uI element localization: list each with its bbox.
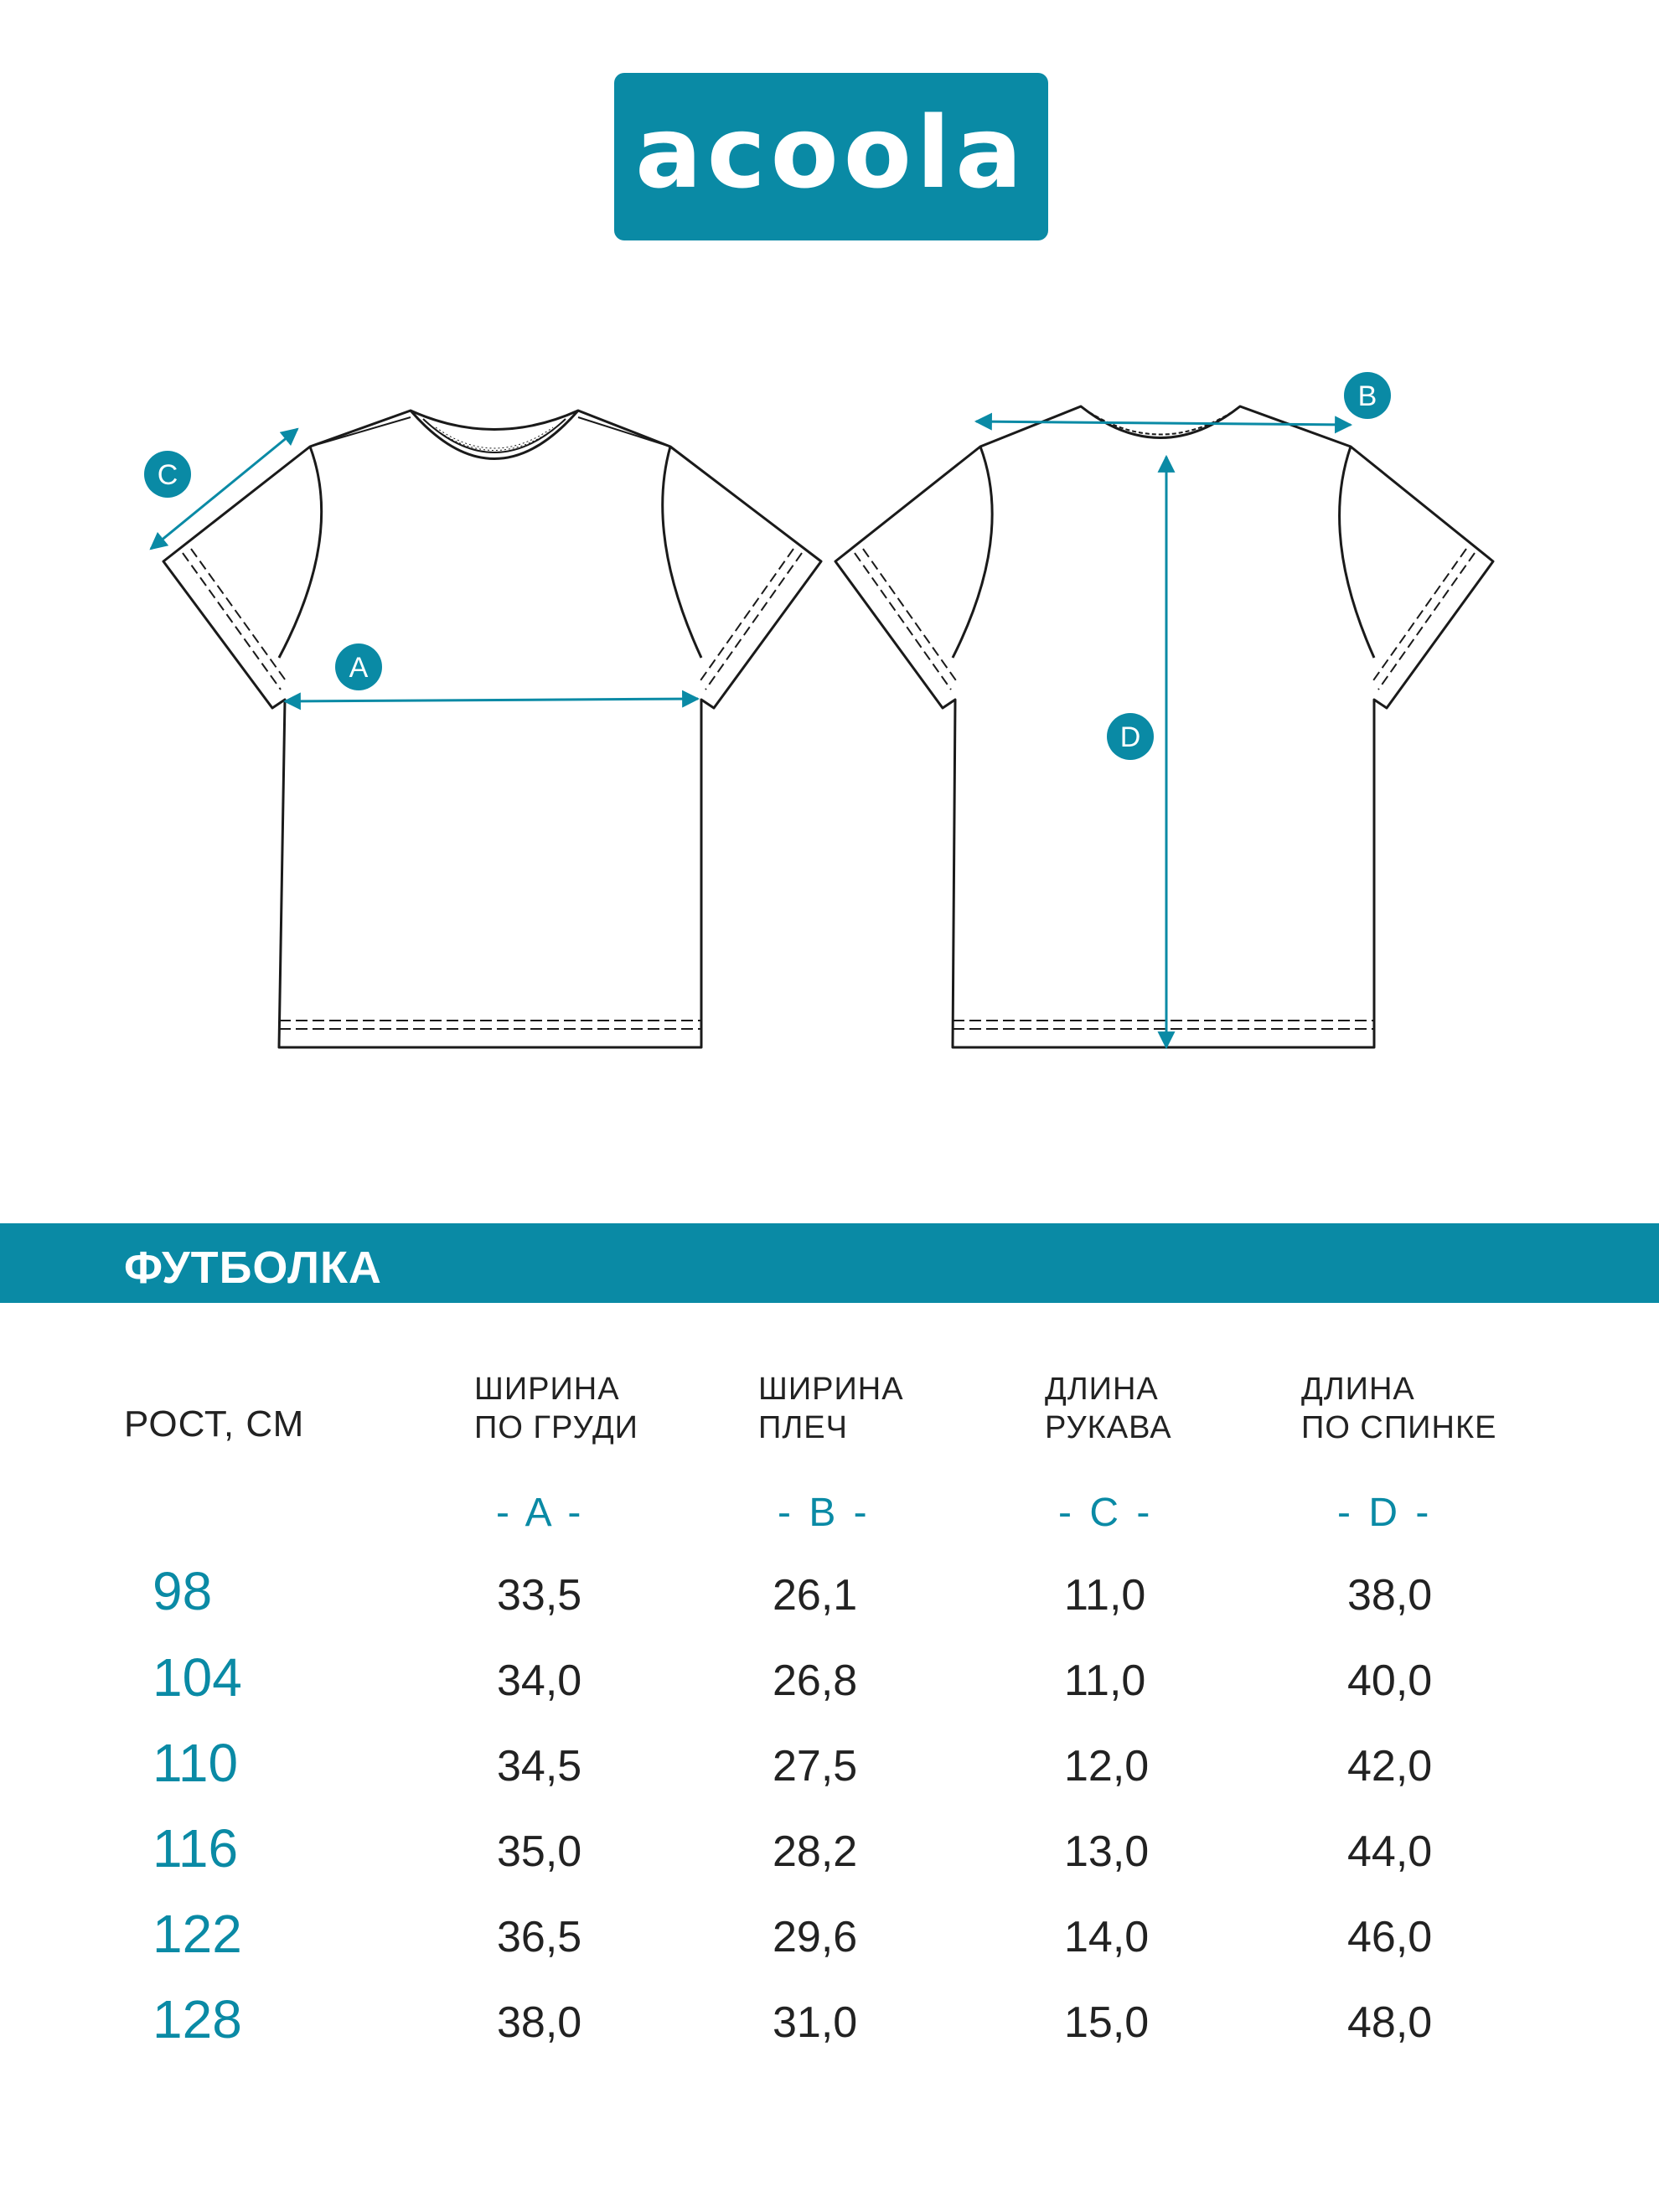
row-value-b: 26,1 [773, 1571, 858, 1620]
row-value-d: 44,0 [1347, 1827, 1433, 1876]
row-value-b: 26,8 [773, 1656, 858, 1705]
label-a [335, 643, 382, 690]
column-code-c: - C - [1058, 1491, 1154, 1535]
height-header: РОСТ, СМ [124, 1403, 305, 1445]
row-size: 116 [152, 1818, 239, 1879]
column-code-d: - D - [1337, 1491, 1433, 1535]
row-value-a: 34,5 [497, 1742, 582, 1791]
row-value-b: 29,6 [773, 1913, 858, 1961]
column-code-b: - B - [778, 1491, 871, 1535]
row-value-d: 38,0 [1347, 1571, 1433, 1620]
row-value-b: 27,5 [773, 1742, 858, 1791]
column-c-line1: ДЛИНА [1045, 1372, 1159, 1407]
column-d-line1: ДЛИНА [1301, 1372, 1415, 1407]
row-size: 110 [152, 1733, 239, 1793]
row-value-b: 31,0 [773, 1998, 858, 2047]
row-size: 98 [152, 1561, 213, 1621]
column-code-a: - A - [496, 1491, 585, 1535]
row-value-a: 33,5 [497, 1571, 582, 1620]
column-header-b [758, 1370, 904, 1447]
row-value-a: 38,0 [497, 1998, 582, 2047]
tshirt-front [163, 411, 821, 1047]
label-c-text: C [157, 459, 178, 491]
label-a-text: A [349, 652, 369, 684]
section-title: ФУТБОЛКА [124, 1243, 382, 1293]
column-header-d [1301, 1370, 1496, 1447]
row-size: 128 [152, 1989, 242, 2049]
column-d-line2: ПО СПИНКЕ [1301, 1410, 1497, 1445]
column-b-line1: ШИРИНА [758, 1372, 904, 1407]
row-value-a: 36,5 [497, 1913, 582, 1961]
row-value-d: 42,0 [1347, 1742, 1433, 1791]
row-value-d: 46,0 [1347, 1913, 1433, 1961]
measure-b-line [976, 421, 1351, 425]
row-value-c: 11,0 [1064, 1571, 1146, 1620]
row-value-a: 35,0 [497, 1827, 582, 1876]
row-value-c: 14,0 [1064, 1913, 1150, 1961]
row-value-c: 13,0 [1064, 1827, 1150, 1876]
column-b-line2: ПЛЕЧ [758, 1410, 848, 1445]
label-c [144, 451, 191, 498]
row-value-d: 40,0 [1347, 1656, 1433, 1705]
row-value-c: 15,0 [1064, 1998, 1150, 2047]
tshirt-diagram [0, 0, 1659, 1089]
column-header-a [474, 1370, 638, 1447]
row-value-c: 11,0 [1064, 1656, 1146, 1705]
label-b-text: B [1357, 380, 1377, 412]
row-size: 122 [152, 1904, 242, 1964]
column-a-line2: ПО ГРУДИ [474, 1410, 638, 1445]
column-header-c [1045, 1370, 1172, 1447]
section-band [0, 1223, 1659, 1303]
logo-text: acoola [635, 95, 1027, 210]
row-value-d: 48,0 [1347, 1998, 1433, 2047]
row-size: 104 [152, 1647, 242, 1708]
column-c-line2: РУКАВА [1045, 1410, 1172, 1445]
row-value-a: 34,0 [497, 1656, 582, 1705]
label-d-text: D [1119, 721, 1141, 753]
row-value-c: 12,0 [1064, 1742, 1150, 1791]
column-a-line1: ШИРИНА [474, 1372, 620, 1407]
label-b [1344, 372, 1391, 419]
tshirt-back [835, 406, 1493, 1047]
row-value-b: 28,2 [773, 1827, 858, 1876]
label-d [1107, 713, 1154, 760]
